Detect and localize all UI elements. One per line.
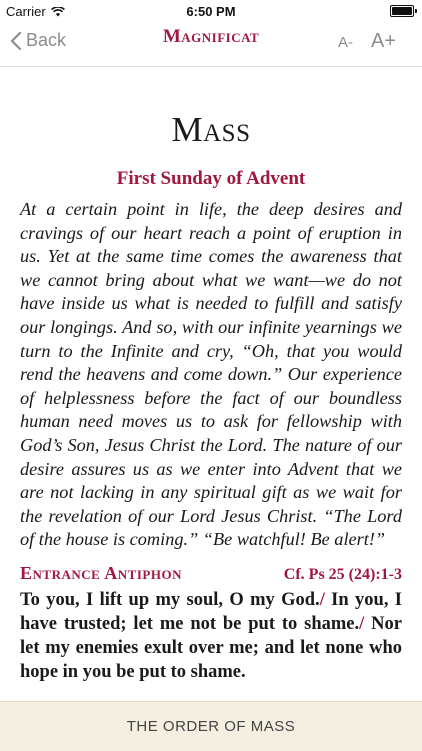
- font-increase-button[interactable]: A+: [371, 30, 397, 52]
- battery-icon: [390, 5, 414, 17]
- antiphon-header: [20, 563, 402, 584]
- app-logo-title: Magnificat: [162, 26, 260, 47]
- reading-content[interactable]: [0, 66, 422, 701]
- antiphon-line-2: In you, I have trusted; let me not be put to shame.: [20, 589, 403, 634]
- status-time: 6:50 PM: [186, 4, 236, 19]
- antiphon-line-1: To you, I lift up my soul, O my God.: [20, 589, 320, 610]
- back-label: Back: [26, 30, 67, 50]
- nav-bar: [0, 22, 422, 67]
- antiphon-title: Entrance Antiphon: [20, 562, 182, 583]
- order-of-mass-label: THE ORDER OF MASS: [126, 718, 296, 735]
- intro-meditation: At a certain point in life, the deep desires and cravings of our heart reach a point of eruption in us. Yet at the same time comes the awareness that we cannot bring about what we want—we do not have inside us what is needed to fulfill and satisfy our longings. And so, with our infinite yearnings we turn to the Infinite and cry, “Oh, that you would rend the heavens and come down.” Our experience of helplessness before the fact of our boundless human need moves us to ask for fellowship with God’s Son, Jesus Christ the Lord. The nature of our desire assures us as we enter into Advent that we are not lacking in any spiritual gift as we wait for the revelation of our Lord Jesus Christ. “The Lord of the house is coming.” “Be watchful! Be alert!”: [20, 199, 402, 550]
- page-title: Mass: [171, 110, 251, 149]
- antiphon-text: [20, 588, 402, 684]
- antiphon-reference: Cf. Ps 25 (24):1-3: [283, 565, 402, 583]
- verse-separator: /: [319, 589, 325, 610]
- carrier-label: Carrier: [6, 4, 46, 19]
- verse-separator: /: [359, 613, 365, 634]
- antiphon-line-3: Nor let my enemies exult over me; and let none who hope in you be put to shame.: [20, 613, 402, 682]
- celebration-subtitle: First Sunday of Advent: [116, 168, 306, 189]
- font-decrease-button[interactable]: A-: [338, 34, 353, 51]
- status-bar: [0, 0, 422, 22]
- order-of-mass-button[interactable]: [0, 701, 422, 751]
